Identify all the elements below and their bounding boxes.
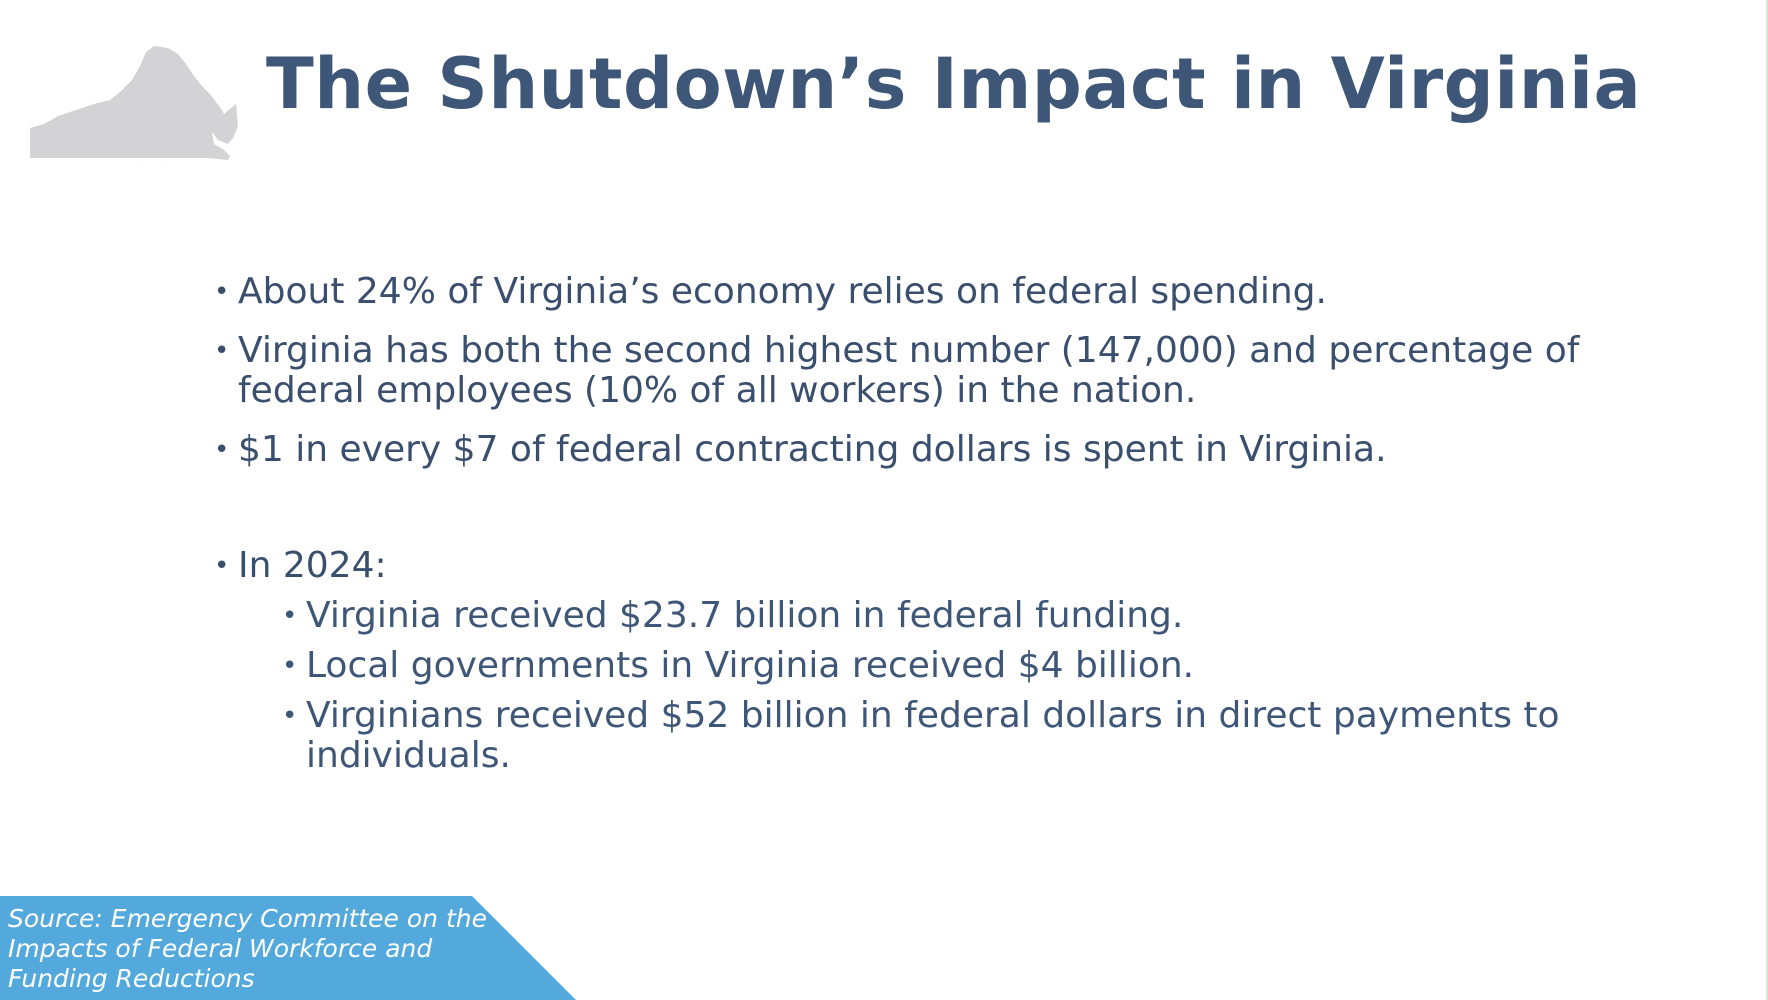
bullet-text: $1 in every $7 of federal contracting dollars is spent in Virginia. xyxy=(238,429,1387,470)
bullet-dot: • xyxy=(214,277,230,307)
bullet-dot: • xyxy=(214,435,230,465)
bullet-text: Virginia has both the second highest number (147,000) and percentage of xyxy=(238,330,1580,371)
bullet-dot: • xyxy=(282,651,298,681)
bullet-dot: • xyxy=(282,601,298,631)
sub-bullet-text-continued: individuals. xyxy=(306,735,511,776)
source-line: Impacts of Federal Workforce and xyxy=(8,934,433,963)
bullet-text-continued: federal employees (10% of all workers) in the nation. xyxy=(238,370,1197,411)
slide-title: The Shutdown’s Impact in Virginia xyxy=(266,43,1642,125)
source-citation xyxy=(8,904,508,994)
bullet-dot: • xyxy=(214,551,230,581)
source-line: Source: Emergency Committee on the xyxy=(8,904,488,933)
bullet-dot: • xyxy=(214,336,230,366)
virginia-state-icon xyxy=(28,44,238,164)
bullet-text: About 24% of Virginia’s economy relies on federal spending. xyxy=(238,271,1327,312)
bullet-dot: • xyxy=(282,701,298,731)
source-line: Funding Reductions xyxy=(8,964,255,993)
sub-bullet-text: Local governments in Virginia received $4 billion. xyxy=(306,645,1195,686)
sub-bullet-text: Virginia received $23.7 billion in federal funding. xyxy=(306,595,1184,636)
bullet-text: In 2024: xyxy=(238,545,387,586)
sub-bullet-text: Virginians received $52 billion in federal dollars in direct payments to xyxy=(306,695,1560,736)
